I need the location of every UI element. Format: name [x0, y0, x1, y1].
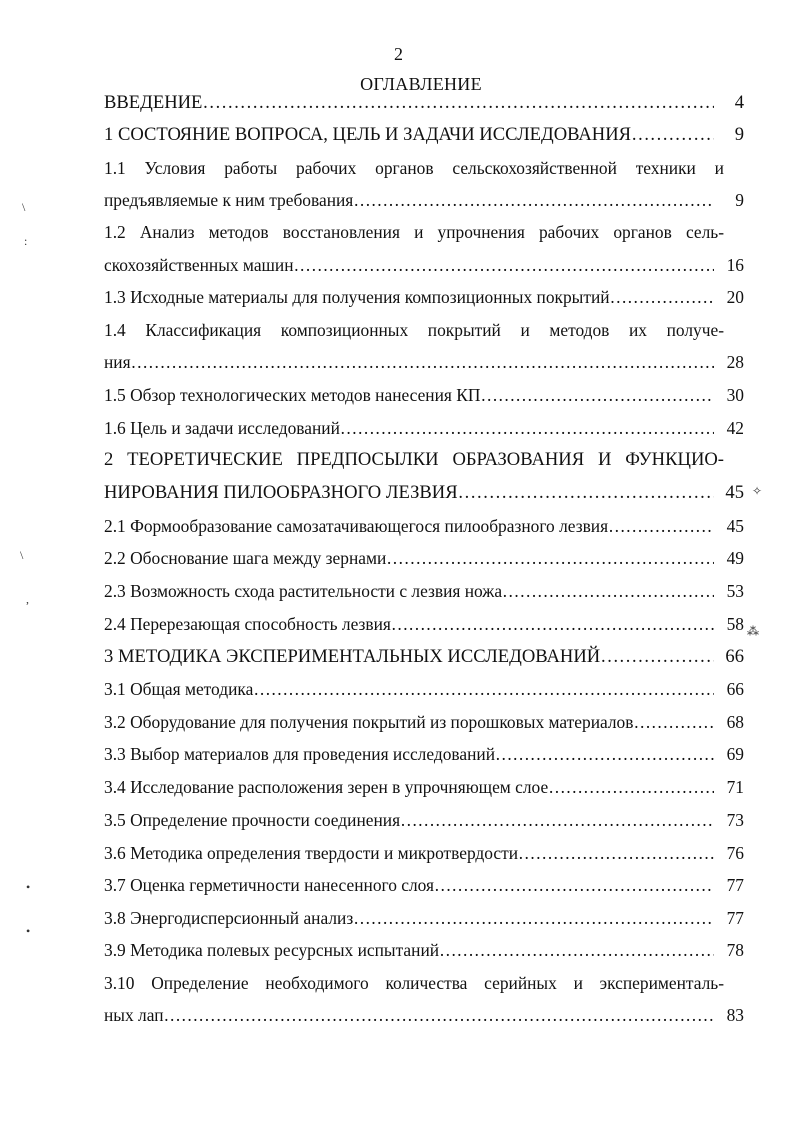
toc-entry-1-2-line1: 1.2 Анализ методов восстановления и упрочнения рабочих органов сель- — [104, 222, 724, 242]
scan-speck: ⁂ — [747, 624, 759, 638]
toc-entry-title: 2.1 Формообразование самозатачивающегося пилообразного лезвия — [104, 516, 609, 536]
toc-entry-title: 3.7 Оценка герметичности нанесенного слоя — [104, 875, 435, 895]
toc-entry-page: 58 — [726, 614, 744, 634]
page-number: 2 — [394, 44, 403, 64]
toc-entry-title: ния — [104, 352, 131, 372]
toc-heading: ОГЛАВЛЕНИЕ — [360, 74, 482, 94]
toc-entry-1-6 — [104, 418, 744, 444]
scan-speck: \ — [22, 200, 26, 214]
toc-entry-1-1-line1: 1.1 Условия работы рабочих органов сельскохозяйственной техники и — [104, 158, 724, 178]
toc-entry-2-4 — [104, 614, 744, 640]
scan-speck: \ — [20, 548, 24, 562]
scan-speck: , — [26, 592, 29, 606]
toc-entry-title: 2.2 Обоснование шага между зернами — [104, 548, 387, 568]
toc-entry-chapter-3 — [104, 646, 744, 672]
toc-entry-page: 73 — [726, 810, 744, 830]
toc-entry-1-2 — [104, 255, 744, 281]
toc-entry-title: ВВЕДЕНИЕ — [104, 92, 203, 113]
toc-entry-2-1 — [104, 516, 744, 542]
toc-entry-page: 83 — [726, 1005, 744, 1025]
scan-speck: ✧ — [752, 484, 763, 498]
toc-entry-title: 1.3 Исходные материалы для получения композиционных покрытий — [104, 287, 610, 307]
toc-entry-title: 1.6 Цель и задачи исследований — [104, 418, 340, 438]
toc-entry-chapter-2 — [104, 482, 744, 508]
toc-entry-title: 2.3 Возможность схода растительности с лезвия ножа — [104, 581, 503, 601]
toc-entry-title: 3.2 Оборудование для получения покрытий из порошковых материалов — [104, 712, 634, 732]
toc-entry-title: 2.4 Перерезающая способность лезвия — [104, 614, 391, 634]
toc-entry-page: 76 — [726, 843, 744, 863]
scan-speck: : — [24, 234, 28, 248]
toc-entry-page: 66 — [725, 646, 744, 667]
toc-entry-page: 68 — [726, 712, 744, 732]
toc-entry-page: 77 — [726, 875, 744, 895]
toc-entry-title: 1 СОСТОЯНИЕ ВОПРОСА, ЦЕЛЬ И ЗАДАЧИ ИССЛЕДОВАНИЯ — [104, 124, 632, 145]
toc-entry-title: 3.6 Методика определения твердости и микротвердости — [104, 843, 519, 863]
toc-entry-page: 49 — [726, 548, 744, 568]
toc-entry-1-3 — [104, 287, 744, 313]
toc-entry-title: 3.8 Энергодисперсионный анализ — [104, 908, 354, 928]
toc-entry-1-1 — [104, 190, 744, 216]
toc-entry-3-1 — [104, 679, 744, 705]
toc-entry-3-7 — [104, 875, 744, 901]
toc-entry-page: 78 — [726, 940, 744, 960]
toc-entry-page: 45 — [726, 516, 744, 536]
toc-entry-title: предъявляемые к ним требования — [104, 190, 354, 210]
toc-entry-3-10 — [104, 1005, 744, 1031]
toc-entry-title: ных лап — [104, 1005, 164, 1025]
toc-entry-page: 45 — [725, 482, 744, 503]
toc-entry-intro — [104, 92, 744, 118]
toc-entry-2-2 — [104, 548, 744, 574]
toc-entry-3-9 — [104, 940, 744, 966]
scan-speck: • — [26, 924, 31, 938]
toc-entry-chapter-2-line1: 2 ТЕОРЕТИЧЕСКИЕ ПРЕДПОСЫЛКИ ОБРАЗОВАНИЯ И ФУНКЦИО- — [104, 449, 724, 470]
toc-entry-page: 4 — [734, 92, 744, 113]
toc-entry-3-10-line1: 3.10 Определение необходимого количества серийных и эксперименталь- — [104, 973, 724, 993]
toc-entry-title: 3 МЕТОДИКА ЭКСПЕРИМЕНТАЛЬНЫХ ИССЛЕДОВАНИЙ — [104, 646, 601, 667]
toc-entry-3-2 — [104, 712, 744, 738]
toc-entry-2-3 — [104, 581, 744, 607]
toc-entry-3-4 — [104, 777, 744, 803]
toc-entry-title: 3.9 Методика полевых ресурсных испытаний — [104, 940, 440, 960]
toc-entry-3-8 — [104, 908, 744, 934]
toc-entry-page: 69 — [726, 744, 744, 764]
toc-entry-title: 3.1 Общая методика — [104, 679, 254, 699]
toc-entry-chapter-1 — [104, 124, 744, 150]
toc-entry-title: скохозяйственных машин — [104, 255, 294, 275]
toc-entry-3-3 — [104, 744, 744, 770]
toc-entry-title: 3.5 Определение прочности соединения — [104, 810, 401, 830]
toc-entry-page: 71 — [726, 777, 744, 797]
toc-entry-title: 3.4 Исследование расположения зерен в упрочняющем слое — [104, 777, 549, 797]
toc-entry-page: 77 — [726, 908, 744, 928]
toc-entry-1-4-line1: 1.4 Классификация композиционных покрытий и методов их получе- — [104, 320, 724, 340]
scan-speck: • — [26, 880, 31, 894]
toc-entry-page: 9 — [734, 124, 744, 145]
toc-entry-page: 16 — [726, 255, 744, 275]
toc-entry-page: 9 — [735, 190, 744, 210]
toc-entry-page: 42 — [726, 418, 744, 438]
toc-entry-title: НИРОВАНИЯ ПИЛООБРАЗНОГО ЛЕЗВИЯ — [104, 482, 458, 503]
toc-entry-page: 28 — [726, 352, 744, 372]
toc-entry-page: 66 — [726, 679, 744, 699]
toc-entry-3-5 — [104, 810, 744, 836]
toc-entry-3-6 — [104, 843, 744, 869]
toc-entry-page: 30 — [726, 385, 744, 405]
toc-entry-1-5 — [104, 385, 744, 411]
toc-entry-title: 1.5 Обзор технологических методов нанесения КП — [104, 385, 481, 405]
toc-entry-page: 20 — [726, 287, 744, 307]
toc-entry-title: 3.3 Выбор материалов для проведения исследований — [104, 744, 496, 764]
toc-entry-1-4 — [104, 352, 744, 378]
toc-entry-page: 53 — [726, 581, 744, 601]
